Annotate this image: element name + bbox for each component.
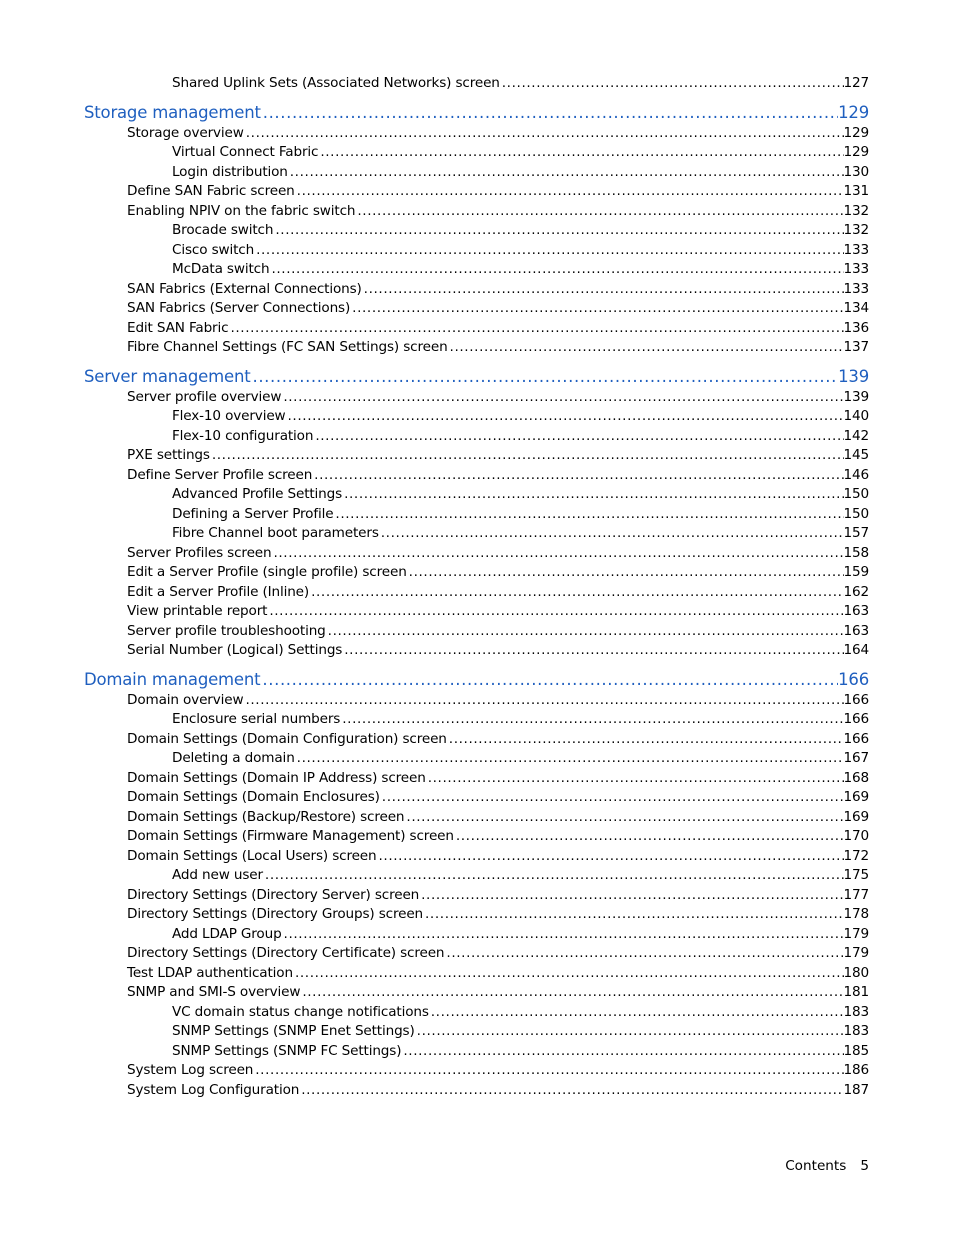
table-of-contents xyxy=(84,74,869,1100)
toc-dot-leader xyxy=(380,788,844,808)
toc-entry-link[interactable] xyxy=(84,983,869,1003)
toc-dot-leader xyxy=(271,544,843,564)
toc-entry-page: 133 xyxy=(843,261,869,277)
toc-entry-title: SAN Fabrics (External Connections) xyxy=(127,280,362,297)
toc-entry-link[interactable] xyxy=(84,563,869,583)
toc-entry-title: Directory Settings (Directory Certificate) screen xyxy=(127,945,445,961)
toc-dot-leader xyxy=(454,827,844,847)
toc-entry-page: 172 xyxy=(843,847,869,864)
toc-entry-title: Edit SAN Fabric xyxy=(127,319,229,336)
toc-dot-leader xyxy=(263,866,844,886)
toc-entry-link[interactable] xyxy=(84,769,869,789)
toc-entry-page: 177 xyxy=(843,886,869,903)
toc-dot-leader xyxy=(355,202,843,222)
toc-entry-title: Add new user xyxy=(172,867,263,883)
toc-entry-link[interactable] xyxy=(84,964,869,984)
toc-entry-title: Flex-10 overview xyxy=(172,408,286,424)
toc-entry-title: Domain Settings (Backup/Restore) screen xyxy=(127,808,405,825)
toc-dot-leader xyxy=(282,925,844,945)
toc-entry-title: Storage management xyxy=(84,102,261,122)
toc-dot-leader xyxy=(326,622,844,642)
toc-entry-title: Advanced Profile Settings xyxy=(172,486,343,502)
toc-entry-title: Domain overview xyxy=(127,691,244,708)
toc-entry-link[interactable] xyxy=(84,485,869,505)
toc-dot-leader xyxy=(312,466,843,486)
toc-entry-title: Serial Number (Logical) Settings xyxy=(127,642,343,658)
toc-entry-page: 146 xyxy=(843,466,869,483)
toc-dot-leader xyxy=(500,74,844,94)
toc-entry-link[interactable] xyxy=(84,407,869,427)
toc-entry-title: Domain Settings (Firmware Management) screen xyxy=(127,828,454,844)
toc-entry-page: 129 xyxy=(843,144,869,160)
footer-page-number: 5 xyxy=(860,1158,869,1174)
toc-entry-link[interactable] xyxy=(84,182,869,202)
toc-entry-title: Edit a Server Profile (single profile) screen xyxy=(127,564,407,580)
toc-dot-leader xyxy=(362,280,844,300)
toc-entry-link[interactable] xyxy=(84,622,869,642)
toc-entry-page: 139 xyxy=(838,366,869,386)
toc-entry-link[interactable] xyxy=(84,925,869,945)
toc-entry-link[interactable] xyxy=(84,388,869,408)
toc-entry-link[interactable] xyxy=(84,944,869,964)
toc-entry-title: Fibre Channel boot parameters xyxy=(172,525,379,541)
toc-dot-leader xyxy=(429,1003,844,1023)
toc-entry-page: 163 xyxy=(843,603,869,619)
toc-entry-link[interactable] xyxy=(84,730,869,750)
toc-entry-page: 169 xyxy=(843,808,869,825)
toc-entry-page: 187 xyxy=(843,1081,869,1098)
toc-dot-leader xyxy=(253,1061,843,1081)
toc-entry-page: 129 xyxy=(838,102,869,122)
toc-entry-title: Add LDAP Group xyxy=(172,925,282,942)
toc-dot-leader xyxy=(281,388,843,408)
toc-entry-page: 181 xyxy=(843,984,869,1000)
toc-dot-leader xyxy=(333,505,843,525)
toc-dot-leader xyxy=(293,964,844,984)
toc-entry-title: Login distribution xyxy=(172,163,288,180)
toc-entry-page: 179 xyxy=(843,925,869,942)
toc-entry-link[interactable] xyxy=(84,886,869,906)
toc-entry-link[interactable] xyxy=(84,847,869,867)
toc-dot-leader xyxy=(295,749,844,769)
toc-entry-page: 186 xyxy=(843,1062,869,1078)
toc-dot-leader xyxy=(313,427,843,447)
toc-entry-title: View printable report xyxy=(127,603,268,619)
toc-entry-link[interactable] xyxy=(84,544,869,564)
toc-entry-title: Domain management xyxy=(84,669,261,689)
toc-dot-leader xyxy=(288,163,844,183)
toc-entry-title: Deleting a domain xyxy=(172,750,295,766)
toc-dot-leader xyxy=(267,602,843,622)
toc-entry-link[interactable] xyxy=(84,641,869,661)
toc-entry-link[interactable] xyxy=(84,1003,869,1023)
toc-dot-leader xyxy=(244,124,844,144)
toc-entry-link[interactable] xyxy=(84,446,869,466)
toc-entry-page: 129 xyxy=(843,124,869,141)
toc-entry-title: Storage overview xyxy=(127,124,244,141)
toc-entry-page: 131 xyxy=(843,183,869,199)
toc-entry-page: 180 xyxy=(843,964,869,981)
toc-entry-page: 166 xyxy=(843,691,869,708)
toc-entry-link[interactable] xyxy=(84,905,869,925)
toc-entry-link[interactable] xyxy=(84,866,869,886)
toc-dot-leader xyxy=(300,983,843,1003)
toc-entry-title: Server management xyxy=(84,366,251,386)
toc-dot-leader xyxy=(309,583,843,603)
toc-entry-link[interactable] xyxy=(84,788,869,808)
toc-dot-leader xyxy=(340,710,843,730)
toc-entry-page: 168 xyxy=(843,769,869,786)
toc-entry-link[interactable] xyxy=(84,124,869,144)
toc-dot-leader xyxy=(448,338,844,358)
toc-entry-link[interactable] xyxy=(84,505,869,525)
toc-entry-link[interactable] xyxy=(84,710,869,730)
toc-entry-title: Server Profiles screen xyxy=(127,544,272,561)
toc-entry-page: 136 xyxy=(843,319,869,336)
toc-entry-title: Enabling NPIV on the fabric switch xyxy=(127,202,356,219)
toc-dot-leader xyxy=(415,1022,844,1042)
toc-entry-page: 183 xyxy=(843,1023,869,1039)
toc-dot-leader xyxy=(342,485,843,505)
toc-entry-title: Define SAN Fabric screen xyxy=(127,183,295,199)
toc-entry-link[interactable] xyxy=(84,1081,869,1101)
toc-entry-title: SNMP Settings (SNMP FC Settings) xyxy=(172,1042,402,1059)
toc-dot-leader xyxy=(426,769,844,789)
toc-entry-page: 175 xyxy=(843,867,869,883)
toc-dot-leader xyxy=(318,143,843,163)
toc-entry-title: VC domain status change notifications xyxy=(172,1003,429,1020)
toc-entry-title: SNMP and SMI-S overview xyxy=(127,984,301,1000)
toc-entry-page: 178 xyxy=(843,906,869,922)
toc-entry-link[interactable] xyxy=(84,427,869,447)
toc-entry-page: 142 xyxy=(843,427,869,444)
toc-dot-leader xyxy=(342,641,843,661)
toc-entry-link[interactable] xyxy=(84,338,869,358)
toc-entry-title: Edit a Server Profile (Inline) xyxy=(127,583,310,600)
toc-entry-page: 164 xyxy=(843,642,869,658)
toc-entry-title: Flex-10 configuration xyxy=(172,427,314,444)
toc-entry-title: SNMP Settings (SNMP Enet Settings) xyxy=(172,1023,415,1039)
toc-entry-link[interactable] xyxy=(84,583,869,603)
toc-entry-link[interactable] xyxy=(84,299,869,319)
toc-entry-page: 145 xyxy=(843,447,869,463)
toc-entry-page: 150 xyxy=(843,486,869,502)
toc-entry-title: Domain Settings (Domain Configuration) screen xyxy=(127,730,447,747)
toc-dot-leader xyxy=(423,905,843,925)
toc-dot-leader xyxy=(286,407,844,427)
toc-entry-title: Domain Settings (Local Users) screen xyxy=(127,847,377,864)
toc-entry-title: PXE settings xyxy=(127,447,210,463)
toc-entry-page: 132 xyxy=(843,202,869,219)
toc-entry-page: 157 xyxy=(843,525,869,541)
page-footer xyxy=(785,1158,869,1174)
toc-entry-page: 166 xyxy=(843,730,869,747)
toc-entry-page: 132 xyxy=(843,222,869,238)
toc-entry-page: 139 xyxy=(843,388,869,405)
toc-entry-title: Enclosure serial numbers xyxy=(172,711,341,727)
toc-dot-leader xyxy=(444,944,843,964)
toc-dot-leader xyxy=(419,886,843,906)
toc-dot-leader xyxy=(254,241,843,261)
toc-dot-leader xyxy=(273,221,843,241)
toc-dot-leader xyxy=(447,730,844,750)
toc-entry-title: Directory Settings (Directory Server) screen xyxy=(127,886,420,903)
toc-entry-title: Cisco switch xyxy=(172,241,255,258)
toc-dot-leader xyxy=(228,319,843,339)
toc-entry-page: 158 xyxy=(843,544,869,561)
toc-entry-link[interactable] xyxy=(84,260,869,280)
toc-entry-page: 150 xyxy=(843,505,869,522)
toc-entry-title: Virtual Connect Fabric xyxy=(172,144,319,160)
toc-entry-title: Domain Settings (Domain Enclosures) xyxy=(127,789,380,805)
toc-dot-leader xyxy=(210,446,844,466)
toc-entry-page: 127 xyxy=(843,75,869,91)
toc-dot-leader xyxy=(269,260,843,280)
toc-dot-leader xyxy=(299,1081,843,1101)
toc-section-link[interactable] xyxy=(84,102,869,124)
toc-entry-page: 169 xyxy=(843,789,869,805)
toc-entry-title: Test LDAP authentication xyxy=(127,964,293,981)
toc-entry-page: 133 xyxy=(843,241,869,258)
toc-entry-page: 170 xyxy=(843,828,869,844)
toc-entry-page: 185 xyxy=(843,1042,869,1059)
toc-entry-title: System Log screen xyxy=(127,1062,254,1078)
toc-entry-link[interactable] xyxy=(84,202,869,222)
toc-entry-page: 159 xyxy=(843,564,869,580)
toc-entry-link[interactable] xyxy=(84,524,869,544)
toc-entry-page: 162 xyxy=(843,583,869,600)
toc-entry-link[interactable] xyxy=(84,1061,869,1081)
toc-entry-page: 179 xyxy=(843,945,869,961)
toc-dot-leader xyxy=(260,669,838,691)
toc-dot-leader xyxy=(350,299,843,319)
toc-entry-link[interactable] xyxy=(84,827,869,847)
toc-dot-leader xyxy=(250,366,838,388)
toc-entry-page: 130 xyxy=(843,163,869,180)
toc-dot-leader xyxy=(261,102,838,124)
toc-entry-title: Fibre Channel Settings (FC SAN Settings) screen xyxy=(127,339,448,355)
toc-entry-link[interactable] xyxy=(84,808,869,828)
toc-entry-page: 167 xyxy=(843,750,869,766)
toc-entry-page: 140 xyxy=(843,408,869,424)
toc-entry-title: Brocade switch xyxy=(172,222,274,238)
toc-section-link[interactable] xyxy=(84,366,869,388)
toc-dot-leader xyxy=(401,1042,843,1062)
toc-entry-page: 183 xyxy=(843,1003,869,1020)
toc-dot-leader xyxy=(243,691,843,711)
toc-entry-page: 163 xyxy=(843,622,869,639)
toc-entry-title: Define Server Profile screen xyxy=(127,466,313,483)
toc-entry-title: SAN Fabrics (Server Connections) xyxy=(127,300,351,316)
toc-entry-title: Server profile overview xyxy=(127,388,282,405)
toc-entry-link[interactable] xyxy=(84,280,869,300)
toc-entry-page: 137 xyxy=(843,339,869,355)
toc-entry-title: Shared Uplink Sets (Associated Networks) screen xyxy=(172,75,500,91)
toc-entry-link[interactable] xyxy=(84,221,869,241)
toc-section-link[interactable] xyxy=(84,669,869,691)
toc-entry-page: 166 xyxy=(838,669,869,689)
toc-entry-link[interactable] xyxy=(84,1022,869,1042)
toc-entry-link[interactable] xyxy=(84,749,869,769)
toc-entry-link[interactable] xyxy=(84,1042,869,1062)
toc-entry-title: System Log Configuration xyxy=(127,1081,300,1098)
toc-entry-title: Server profile troubleshooting xyxy=(127,622,326,639)
toc-entry-link[interactable] xyxy=(84,74,869,94)
toc-entry-link[interactable] xyxy=(84,319,869,339)
toc-entry-page: 133 xyxy=(843,280,869,297)
toc-entry-title: McData switch xyxy=(172,261,270,277)
toc-dot-leader xyxy=(404,808,843,828)
toc-entry-link[interactable] xyxy=(84,143,869,163)
toc-entry-page: 134 xyxy=(843,300,869,316)
toc-entry-title: Directory Settings (Directory Groups) screen xyxy=(127,906,424,922)
footer-label: Contents xyxy=(785,1158,847,1174)
toc-entry-title: Defining a Server Profile xyxy=(172,505,334,522)
toc-dot-leader xyxy=(376,847,843,867)
toc-entry-link[interactable] xyxy=(84,466,869,486)
toc-dot-leader xyxy=(295,182,844,202)
toc-entry-link[interactable] xyxy=(84,691,869,711)
toc-entry-link[interactable] xyxy=(84,602,869,622)
toc-dot-leader xyxy=(407,563,844,583)
toc-entry-link[interactable] xyxy=(84,241,869,261)
toc-dot-leader xyxy=(379,524,844,544)
toc-entry-link[interactable] xyxy=(84,163,869,183)
toc-entry-title: Domain Settings (Domain IP Address) screen xyxy=(127,769,426,786)
toc-entry-page: 166 xyxy=(843,711,869,727)
